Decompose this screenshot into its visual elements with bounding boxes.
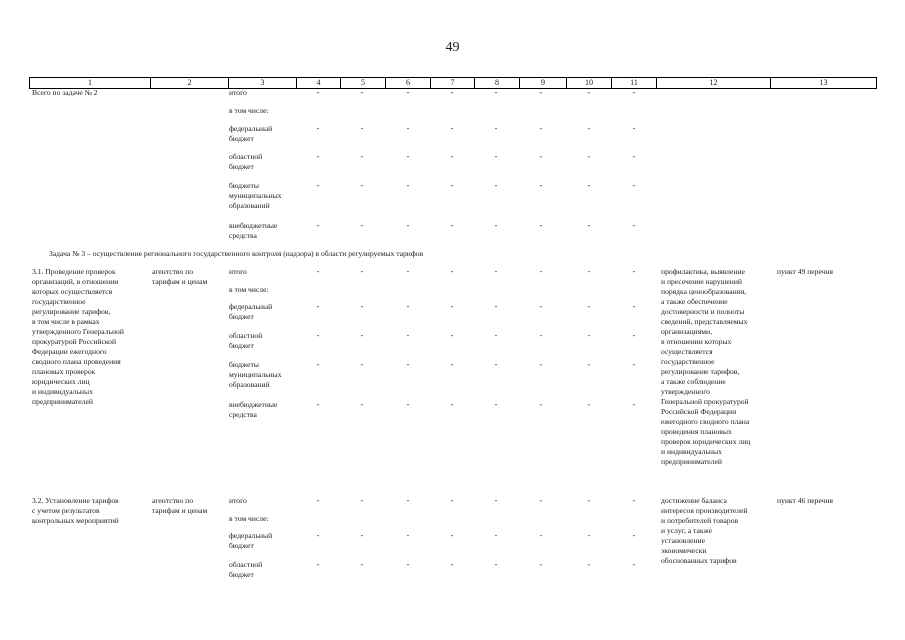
row31-municipal-col-8: - (494, 360, 498, 369)
row31-title: 3.1. Проведение проверок (32, 267, 116, 276)
row31-title: и индивидуальных (32, 387, 93, 396)
row31-expected-result: осуществляется (661, 347, 713, 356)
row31-offbudget-col-4: - (316, 400, 320, 409)
total-task2-offbudget-col-9: - (539, 221, 543, 230)
row31-expected-result: организациями, (661, 327, 712, 336)
funding-including-label: в том числе: (229, 106, 269, 115)
total-task2-total-col-5: - (360, 88, 364, 97)
total-task2-municipal-col-11: - (632, 181, 636, 190)
row31-federal-col-6: - (406, 302, 410, 311)
row32-regional-col-10: - (587, 560, 591, 569)
row31-title: Федерации ежегодного (32, 347, 107, 356)
total-task2-regional-col-7: - (450, 152, 454, 161)
total-task2-offbudget-col-10: - (587, 221, 591, 230)
row32-regional-col-7: - (450, 560, 454, 569)
row31-title: государственное (32, 297, 86, 306)
row31-executor: тарифам и ценам (152, 277, 208, 286)
row31-title: утвержденного Генеральной (32, 327, 124, 336)
row31-title: юридических лиц (32, 377, 90, 386)
total-task2-federal-col-10: - (587, 124, 591, 133)
row31-expected-result: достоверности и полноты (661, 307, 745, 316)
row31-municipal-col-5: - (360, 360, 364, 369)
header-col-10: 10 (566, 78, 611, 88)
row31-total-col-10: - (587, 267, 591, 276)
header-col-12: 12 (656, 78, 770, 88)
funding-total-label: итого (229, 267, 247, 276)
total-task2-offbudget-col-5: - (360, 221, 364, 230)
total-task2-federal-col-6: - (406, 124, 410, 133)
total-task2-regional-col-10: - (587, 152, 591, 161)
total-task2-regional-col-9: - (539, 152, 543, 161)
row32-regional-col-8: - (494, 560, 498, 569)
total-task2-federal-col-5: - (360, 124, 364, 133)
funding-municipal-label: образований (229, 380, 270, 389)
row31-expected-result: а также соблюдение (661, 377, 726, 386)
row31-expected-result: проведения плановых (661, 427, 732, 436)
total-task2-municipal-col-7: - (450, 181, 454, 190)
row31-regional-col-4: - (316, 331, 320, 340)
row31-expected-result: в отношении которых (661, 337, 732, 346)
total-task2-federal-col-11: - (632, 124, 636, 133)
total-task2-municipal-col-5: - (360, 181, 364, 190)
row32-expected-result: установление (661, 536, 705, 545)
row31-municipal-col-11: - (632, 360, 636, 369)
total-task2-total-col-11: - (632, 88, 636, 97)
funding-federal-label: федеральный (229, 531, 273, 540)
row31-expected-result: проверок юридических лиц (661, 437, 751, 446)
funding-municipal-label: муниципальных (229, 191, 282, 200)
row31-expected-result: Генеральной прокуратурой (661, 397, 749, 406)
total-task2-federal-col-9: - (539, 124, 543, 133)
row31-municipal-col-9: - (539, 360, 543, 369)
row32-total-col-11: - (632, 496, 636, 505)
funding-total-label: итого (229, 496, 247, 505)
row31-regional-col-6: - (406, 331, 410, 340)
row31-expected-result: порядка ценообразования, (661, 287, 747, 296)
row31-municipal-col-10: - (587, 360, 591, 369)
total-task2-total-col-6: - (406, 88, 410, 97)
row32-expected-result: достижение баланса (661, 496, 727, 505)
row31-expected-result: утвержденного (661, 387, 710, 396)
row31-federal-col-5: - (360, 302, 364, 311)
row32-executor: тарифам и ценам (152, 506, 208, 515)
funding-municipal-label: муниципальных (229, 370, 282, 379)
row31-total-col-7: - (450, 267, 454, 276)
row31-federal-col-11: - (632, 302, 636, 311)
row31-municipal-col-4: - (316, 360, 320, 369)
page-number: 49 (445, 40, 460, 55)
total-task2-federal-col-8: - (494, 124, 498, 133)
row31-title: организаций, в отношении (32, 277, 119, 286)
row31-total-col-6: - (406, 267, 410, 276)
row31-expected-result: предпринимателей (661, 457, 722, 466)
row31-federal-col-7: - (450, 302, 454, 311)
total-task2-offbudget-col-11: - (632, 221, 636, 230)
funding-regional-label: областной (229, 331, 263, 340)
total-task2-municipal-col-9: - (539, 181, 543, 190)
funding-offbudget-label: средства (229, 410, 257, 419)
funding-regional-label: бюджет (229, 570, 254, 579)
row31-offbudget-col-7: - (450, 400, 454, 409)
row31-total-col-11: - (632, 267, 636, 276)
row31-offbudget-col-10: - (587, 400, 591, 409)
funding-regional-label: областной (229, 152, 263, 161)
total-task2-total-col-7: - (450, 88, 454, 97)
header-col-5: 5 (340, 78, 385, 88)
row32-regional-col-4: - (316, 560, 320, 569)
row31-total-col-8: - (494, 267, 498, 276)
total-task2-municipal-col-4: - (316, 181, 320, 190)
total-task2-regional-col-6: - (406, 152, 410, 161)
row32-title: контрольных мероприятий (32, 516, 119, 525)
row32-title: 3.2. Установление тарифов (32, 496, 119, 505)
row31-reference: пункт 49 перечня (777, 267, 834, 276)
total-task2-federal-col-7: - (450, 124, 454, 133)
row32-expected-result: обоснованных тарифов (661, 556, 737, 565)
row31-federal-col-9: - (539, 302, 543, 311)
row31-title: предпринимателей (32, 397, 93, 406)
row31-federal-col-10: - (587, 302, 591, 311)
row31-expected-result: и индивидуальных (661, 447, 722, 456)
funding-federal-label: бюджет (229, 312, 254, 321)
task3-heading: Задача № 3 – осуществление регионального государственного контроля (надзора) в области регулируемых тарифов (49, 249, 424, 258)
row32-federal-col-7: - (450, 531, 454, 540)
row31-federal-col-8: - (494, 302, 498, 311)
total-task2-offbudget-col-7: - (450, 221, 454, 230)
row31-offbudget-col-5: - (360, 400, 364, 409)
total-task2-total-col-9: - (539, 88, 543, 97)
row31-offbudget-col-8: - (494, 400, 498, 409)
total-task2-total-col-8: - (494, 88, 498, 97)
total-task2-regional-col-11: - (632, 152, 636, 161)
row31-expected-result: государственное (661, 357, 715, 366)
funding-offbudget-label: средства (229, 231, 257, 240)
total-task2-municipal-col-8: - (494, 181, 498, 190)
row31-title: регулирование тарифов, (32, 307, 111, 316)
total-task2-offbudget-col-8: - (494, 221, 498, 230)
funding-federal-label: федеральный (229, 124, 273, 133)
row31-regional-col-9: - (539, 331, 543, 340)
total-task2-regional-col-5: - (360, 152, 364, 161)
funding-federal-label: бюджет (229, 541, 254, 550)
funding-offbudget-label: внебюджетные (229, 221, 278, 230)
row31-title: прокуратурой Российской (32, 337, 117, 346)
row31-municipal-col-6: - (406, 360, 410, 369)
header-col-11: 11 (611, 78, 656, 88)
row32-expected-result: экономически (661, 546, 707, 555)
total-task2-offbudget-col-6: - (406, 221, 410, 230)
funding-federal-label: бюджет (229, 134, 254, 143)
header-col-7: 7 (430, 78, 474, 88)
row32-total-col-6: - (406, 496, 410, 505)
row31-federal-col-4: - (316, 302, 320, 311)
row31-regional-col-10: - (587, 331, 591, 340)
row32-federal-col-11: - (632, 531, 636, 540)
row32-reference: пункт 46 перечня (777, 496, 834, 505)
row32-federal-col-5: - (360, 531, 364, 540)
funding-municipal-label: бюджеты (229, 181, 259, 190)
funding-federal-label: федеральный (229, 302, 273, 311)
header-col-6: 6 (385, 78, 430, 88)
funding-regional-label: областной (229, 560, 263, 569)
row31-regional-col-7: - (450, 331, 454, 340)
funding-including-label: в том числе: (229, 285, 269, 294)
funding-offbudget-label: внебюджетные (229, 400, 278, 409)
row32-total-col-9: - (539, 496, 543, 505)
row31-offbudget-col-9: - (539, 400, 543, 409)
row32-executor: агентство по (152, 496, 194, 505)
row32-federal-col-4: - (316, 531, 320, 540)
row32-regional-col-9: - (539, 560, 543, 569)
total-task2-regional-col-4: - (316, 152, 320, 161)
row32-regional-col-11: - (632, 560, 636, 569)
row31-title: в том числе в рамках (32, 317, 100, 326)
row32-expected-result: интересов производителей (661, 506, 748, 515)
row32-federal-col-9: - (539, 531, 543, 540)
total-task2-total-col-10: - (587, 88, 591, 97)
row31-expected-result: сведений, представляемых (661, 317, 748, 326)
total-task2-offbudget-col-4: - (316, 221, 320, 230)
row31-expected-result: и пресечение нарушений (661, 277, 742, 286)
row31-municipal-col-7: - (450, 360, 454, 369)
funding-regional-label: бюджет (229, 162, 254, 171)
row31-offbudget-col-11: - (632, 400, 636, 409)
header-col-8: 8 (474, 78, 519, 88)
row32-title: с учетом результатов (32, 506, 100, 515)
row31-expected-result: Российской Федерации (661, 407, 737, 416)
row32-total-col-7: - (450, 496, 454, 505)
row32-federal-col-6: - (406, 531, 410, 540)
header-col-3: 3 (228, 78, 296, 88)
header-col-1: 1 (29, 78, 150, 88)
row31-title: сводного плана проведения (32, 357, 121, 366)
row32-total-col-5: - (360, 496, 364, 505)
header-col-4: 4 (296, 78, 340, 88)
row31-total-col-9: - (539, 267, 543, 276)
row31-expected-result: регулирование тарифов, (661, 367, 740, 376)
row32-expected-result: и услуг, а также (661, 526, 713, 535)
header-col-13: 13 (770, 78, 877, 88)
row32-federal-col-8: - (494, 531, 498, 540)
row31-title: плановых проверок (32, 367, 96, 376)
row32-total-col-4: - (316, 496, 320, 505)
row31-executor: агентство по (152, 267, 194, 276)
row31-expected-result: ежегодного сводного плана (661, 417, 750, 426)
row32-federal-col-10: - (587, 531, 591, 540)
row31-regional-col-8: - (494, 331, 498, 340)
row32-total-col-10: - (587, 496, 591, 505)
funding-total-label: итого (229, 88, 247, 97)
row31-total-col-4: - (316, 267, 320, 276)
total-task2-label: Всего по задаче № 2 (32, 88, 98, 97)
row32-regional-col-6: - (406, 560, 410, 569)
row31-expected-result: а также обеспечение (661, 297, 728, 306)
row31-total-col-5: - (360, 267, 364, 276)
row31-expected-result: профилактика, выявление (661, 267, 745, 276)
header-col-9: 9 (519, 78, 566, 88)
row31-regional-col-11: - (632, 331, 636, 340)
row31-offbudget-col-6: - (406, 400, 410, 409)
row31-regional-col-5: - (360, 331, 364, 340)
funding-regional-label: бюджет (229, 341, 254, 350)
total-task2-municipal-col-6: - (406, 181, 410, 190)
funding-including-label: в том числе: (229, 514, 269, 523)
total-task2-total-col-4: - (316, 88, 320, 97)
total-task2-municipal-col-10: - (587, 181, 591, 190)
row32-expected-result: и потребителей товаров (661, 516, 739, 525)
total-task2-federal-col-4: - (316, 124, 320, 133)
total-task2-regional-col-8: - (494, 152, 498, 161)
row32-total-col-8: - (494, 496, 498, 505)
header-col-2: 2 (150, 78, 228, 88)
funding-municipal-label: образований (229, 201, 270, 210)
row32-regional-col-5: - (360, 560, 364, 569)
row31-title: которых осуществляется (32, 287, 113, 296)
funding-municipal-label: бюджеты (229, 360, 259, 369)
